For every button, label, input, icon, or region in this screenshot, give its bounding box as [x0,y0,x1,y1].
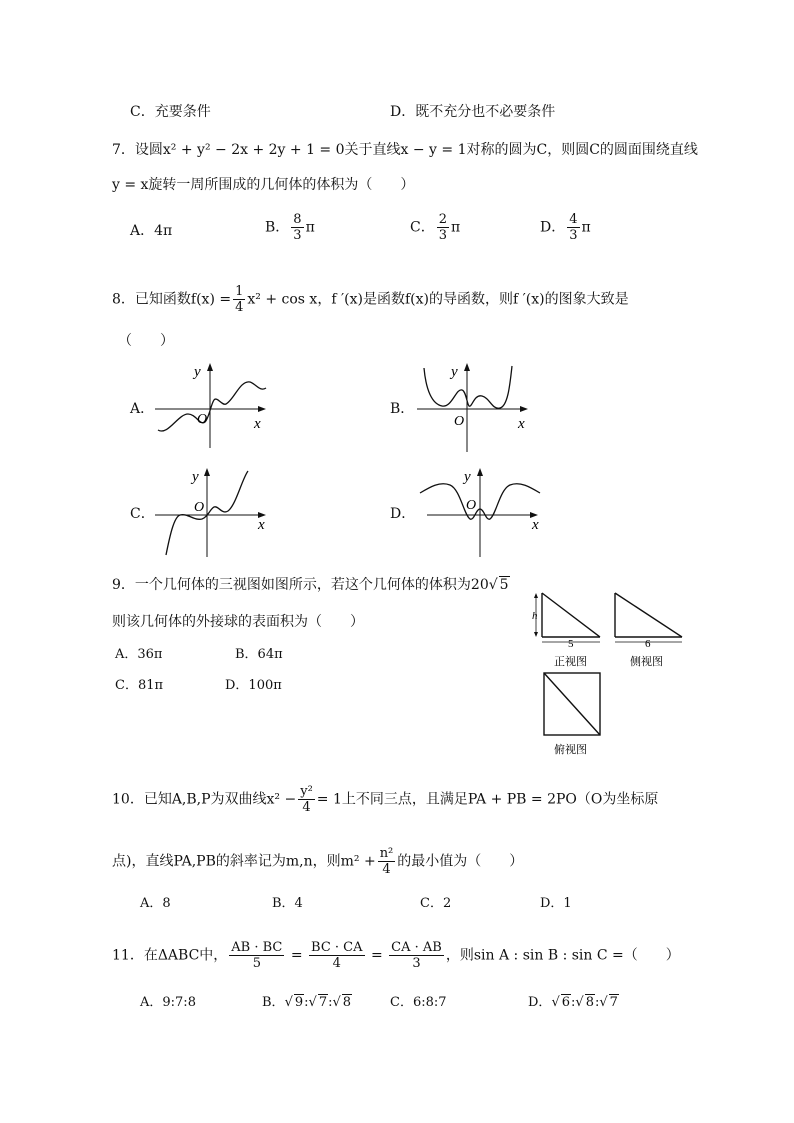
q8-graph-c [150,465,275,560]
q11-option-d: D．√ 6:√ 8:√ 7 [528,995,618,1010]
q10-option-b: B．4 [272,896,303,911]
q9-stem-line2: 则该几何体的外接球的表面积为（ ） [112,614,364,630]
q9-side-width: 6 [645,638,651,650]
q8b-x-label: x [518,416,525,432]
q8a-x-label: x [254,416,261,432]
q11-option-b: B．√ 9:√ 7:√ 8 [262,995,352,1010]
q7-option-a: A．4π [130,223,173,239]
q7-option-d: D． $\frac{4}{3}$ π [540,212,591,243]
q7-stem-line2: y = x旋转一周所围成的几何体的体积为（ ） [112,177,415,193]
q9-option-d: D．100π [225,678,282,693]
q9-front-width: 5 [568,638,574,650]
q11-option-a: A．9:7:8 [140,995,196,1010]
q9-h-label: h [532,610,538,622]
q6-option-d: D．既不充分也不必要条件 [390,104,556,120]
q8c-origin: O [194,500,205,515]
q8-answer-paren: （ ） [118,333,174,349]
q10-stem-line2: 点)，直线PA,PB的斜率记为m,n，则m² + $\frac{\text{n²}}{4}$ 的最小值为（ ） [112,846,524,877]
q8-stem: 8．已知函数f(x) = $\frac{1}{4}$ x² + cos x，f ′(x)是函数f(x)的导函数，则f ′(x)的图象大致是 [112,284,629,315]
q10-option-d: D．1 [540,896,572,911]
q7-stem-line1: 7．设圆x² + y² − 2x + 2y + 1 = 0关于直线x − y = 1对称的圆为C，则圆C的圆面围绕直线 [112,142,698,158]
q7-option-b: B． $\frac{8}{3}$ π [265,212,315,243]
q8a-y-label: y [194,364,201,380]
q9-top-view [544,673,600,756]
q8a-origin: O [197,412,208,427]
q8b-y-label: y [451,364,458,380]
q9-three-views [530,585,690,760]
q9-side-view [615,593,682,668]
q8c-y-label: y [192,469,199,485]
q9-side-caption: 侧视图 [630,656,663,668]
q9-option-b: B．64π [235,647,283,662]
q10-stem-line1: 10．已知A,B,P为双曲线x² − $\frac{\text{y²}}{4}$ = 1上不同三点，且满足PA + PB = 2PO（O为坐标原 [112,784,659,815]
q11-option-c: C．6:8:7 [390,995,447,1010]
q8-label-d: D． [390,506,416,522]
q10-option-c: C．2 [420,896,452,911]
q6-option-c: C．充要条件 [130,104,211,120]
q8d-origin: O [466,498,477,513]
q8-label-b: B． [390,401,415,417]
q10-option-a: A．8 [140,896,171,911]
q8d-x-label: x [532,517,539,533]
q7-option-c: C． $\frac{2}{3}$ π [410,212,461,243]
q8-label-a: A． [130,401,155,417]
q8-graph-d [412,465,547,560]
q8d-y-label: y [464,469,471,485]
q8c-x-label: x [258,517,265,533]
q8b-origin: O [454,414,465,429]
q9-top-caption: 俯视图 [554,744,587,756]
q11-stem: 11．在ΔABC中， $\frac{AB \cdot BC}{5}$ = $\frac{BC \cdot CA}{4}$ = $\frac{CA \cdot AB}{3}$ ，则sin A : sin B : sin C =（ ） [112,940,680,971]
q8-graph-a [150,360,275,450]
q8-graph-b [412,360,537,455]
q8-label-c: C． [130,506,155,522]
q9-option-c: C．81π [115,678,164,693]
q9-stem-line1: 9．一个几何体的三视图如图所示，若这个几何体的体积为20√ 5 [112,577,509,593]
q9-front-view [532,593,600,668]
q9-option-a: A．36π [115,647,163,662]
q9-front-caption: 正视图 [554,656,587,668]
